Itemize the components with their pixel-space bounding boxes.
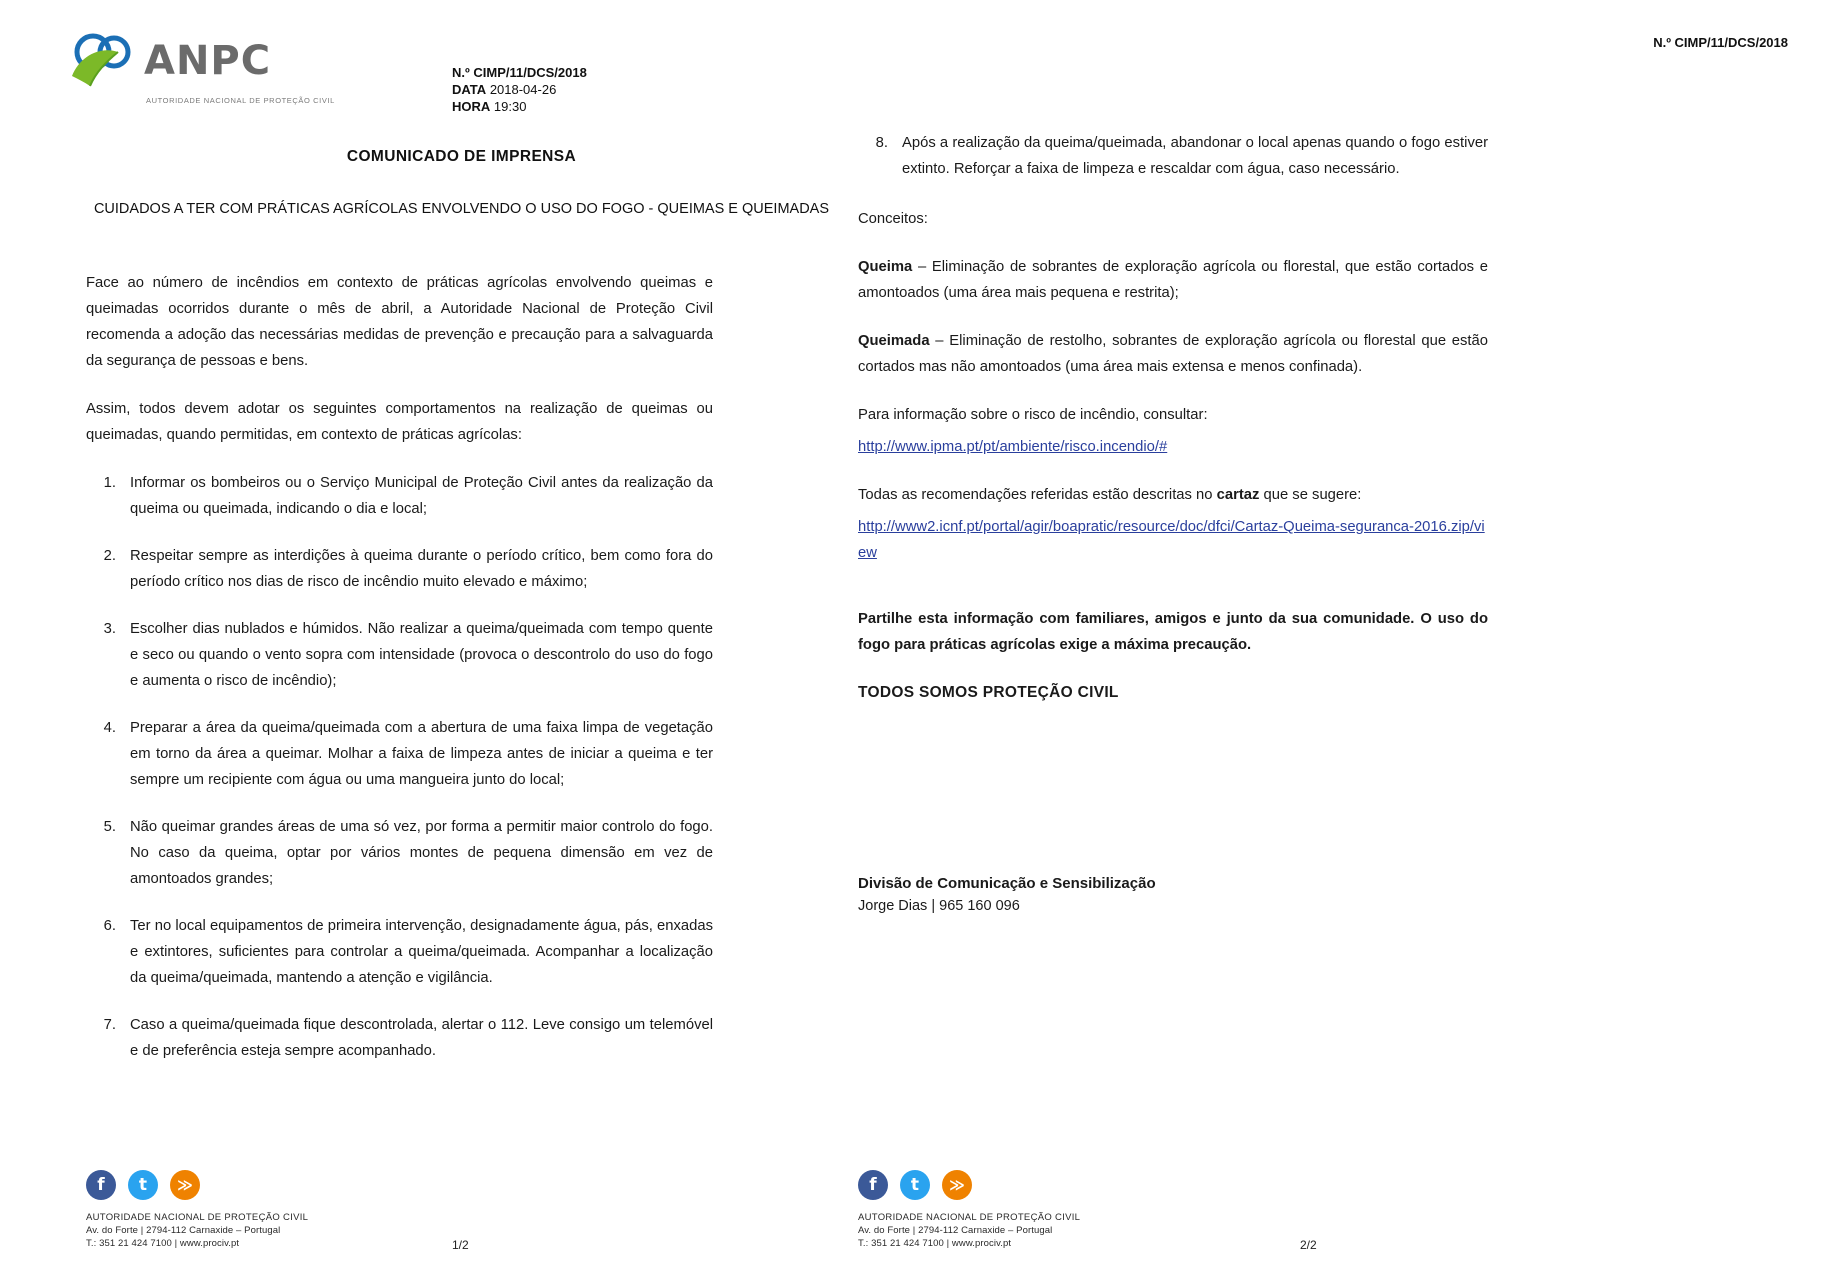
page-number-right: 2/2 — [1300, 1238, 1317, 1252]
list-item — [86, 913, 713, 991]
list-item-number: 3. — [103, 621, 116, 637]
footer-contacts: T.: 351 21 424 7100 | www.prociv.pt — [86, 1238, 240, 1249]
list-item-text: Caso a queima/queimada fique descontrolada, alertar o 112. Leve consigo um telemóvel e de preferência esteja sempre acompanhado. — [130, 1017, 713, 1059]
concepts-heading: Conceitos: — [858, 211, 928, 227]
facebook-icon[interactable]: f — [86, 1170, 116, 1200]
concept-queima-definition: – Eliminação de sobrantes de exploração agrícola ou florestal, que estão cortados e amontoados (uma área mais pequena e restrita); — [858, 259, 1488, 301]
concept-queima — [858, 254, 1488, 306]
social-links-left — [86, 1170, 200, 1200]
list-item-text: Não queimar grandes áreas de uma só vez, por forma a permitir maior controlo do fogo. No caso da queima, optar por vários montes de pequena dimensão em vez de amontoados grandes; — [130, 819, 713, 887]
recommendation-list — [86, 470, 713, 1064]
share-note: Partilhe esta informação com familiares, amigos e junto da sua comunidade. O uso do fogo para práticas agrícolas exige a máxima precaução. — [858, 611, 1488, 653]
page-title: COMUNICADO DE IMPRENSA — [346, 148, 577, 165]
footer-right — [858, 1142, 1558, 1272]
list-item — [86, 814, 713, 892]
list-item-text: Preparar a área da queima/queimada com a abertura de uma faixa limpa de vegetação em torno da área a queimar. Molhar a faixa de limpeza antes de iniciar a queima e ter sempre um recipiente com água ou uma mangueira junto do local; — [130, 720, 713, 788]
reference-number: N.º CIMP/11/DCS/2018 — [452, 65, 587, 80]
list-item-number: 2. — [103, 548, 116, 564]
footer-left — [86, 1142, 786, 1272]
logo-subtitle: AUTORIDADE NACIONAL DE PROTEÇÃO CIVIL — [146, 96, 335, 105]
body-column-right — [858, 130, 1488, 728]
concept-queimada-term: Queimada — [858, 333, 930, 349]
list-item-number: 1. — [103, 475, 116, 491]
poster-info-intro — [858, 482, 1488, 508]
anpc-swirl-logo-icon — [66, 32, 140, 94]
poster-intro-text-a: Todas as recomendações referidas estão descritas no — [858, 487, 1217, 503]
rss-icon[interactable]: ≫ — [170, 1170, 200, 1200]
list-item — [86, 715, 713, 793]
ipma-risk-link[interactable]: http://www.ipma.pt/pt/ambiente/risco.incendio/# — [858, 439, 1168, 455]
time-label: HORA — [452, 99, 491, 114]
date-label: DATA — [452, 82, 487, 97]
footer-org: AUTORIDADE NACIONAL DE PROTEÇÃO CIVIL — [86, 1212, 309, 1223]
list-item — [86, 543, 713, 595]
poster-intro-bold: cartaz — [1216, 487, 1260, 503]
icnf-poster-link[interactable]: http://www2.icnf.pt/portal/agir/boapratic/resource/doc/dfci/Cartaz-Queima-seguranca-2016.zip/view — [858, 519, 1485, 561]
signature-division: Divisão de Comunicação e Sensibilização — [858, 875, 1156, 892]
body-column-left — [86, 270, 713, 1085]
intro-paragraph-2: Assim, todos devem adotar os seguintes comportamentos na realização de queimas ou queimadas, quando permitidas, em contexto de práticas agrícolas: — [86, 401, 713, 443]
list-item — [86, 470, 713, 522]
anpc-logo — [58, 32, 335, 120]
twitter-icon[interactable]: t — [900, 1170, 930, 1200]
facebook-icon[interactable]: f — [858, 1170, 888, 1200]
list-item-number: 8. — [875, 135, 888, 151]
concept-queima-term: Queima — [858, 259, 913, 275]
header-reference-right: N.º CIMP/11/DCS/2018 — [1653, 35, 1788, 50]
signature-contact: Jorge Dias | 965 160 096 — [858, 898, 1020, 914]
footer-street: Av. do Forte | 2794-112 Carnaxide – Portugal — [858, 1225, 1053, 1236]
twitter-icon[interactable]: t — [128, 1170, 158, 1200]
list-item-text: Respeitar sempre as interdições à queima durante o período crítico, bem como fora do período crítico nos dias de risco de incêndio muito elevado e máximo; — [130, 548, 713, 590]
list-item — [86, 1012, 713, 1064]
list-item-number: 4. — [103, 720, 116, 736]
list-item — [86, 616, 713, 694]
list-item — [858, 130, 1488, 182]
intro-paragraph-1: Face ao número de incêndios em contexto de práticas agrícolas envolvendo queimas e queimadas ocorridos durante o mês de abril, a Autoridade Nacional de Proteção Civil recomenda a adoção das necessárias medidas de prevenção e precaução para a salvaguarda da segurança de pessoas e bens. — [86, 275, 713, 369]
signature-block — [858, 872, 1156, 918]
date-value: 2018-04-26 — [489, 82, 557, 97]
reference-block — [452, 64, 587, 115]
social-links-right — [858, 1170, 972, 1200]
footer-contacts: T.: 351 21 424 7100 | www.prociv.pt — [858, 1238, 1012, 1249]
list-item-number: 7. — [103, 1017, 116, 1033]
time-value: 19:30 — [493, 99, 527, 114]
page-subtitle: CUIDADOS A TER COM PRÁTICAS AGRÍCOLAS ENVOLVENDO O USO DO FOGO - QUEIMAS E QUEIMADAS — [93, 201, 830, 217]
footer-street: Av. do Forte | 2794-112 Carnaxide – Portugal — [86, 1225, 281, 1236]
rss-icon[interactable]: ≫ — [942, 1170, 972, 1200]
footer-org: AUTORIDADE NACIONAL DE PROTEÇÃO CIVIL — [858, 1212, 1081, 1223]
concept-queimada-definition: – Eliminação de restolho, sobrantes de exploração agrícola ou florestal que estão cortados mas não amontoados (uma área mais extensa e menos confinada). — [858, 333, 1488, 375]
list-item-number: 6. — [103, 918, 116, 934]
logo-wordmark: ANPC — [144, 38, 272, 84]
list-item-text: Informar os bombeiros ou o Serviço Municipal de Proteção Civil antes da realização da queima ou queimada, indicando o dia e local; — [130, 475, 713, 517]
concept-queimada — [858, 328, 1488, 380]
slogan: TODOS SOMOS PROTEÇÃO CIVIL — [858, 684, 1119, 701]
list-item-text: Escolher dias nublados e húmidos. Não realizar a queima/queimada com tempo quente e seco ou quando o vento sopra com intensidade (provoca o descontrolo do uso do fogo e aumenta o risco de incêndio); — [130, 621, 713, 689]
page-number-left: 1/2 — [452, 1238, 469, 1252]
list-item-text: Após a realização da queima/queimada, abandonar o local apenas quando o fogo estiver extinto. Reforçar a faixa de limpeza e rescaldar com água, caso necessário. — [902, 135, 1488, 177]
poster-intro-text-b: que se sugere: — [1259, 487, 1362, 503]
footer-address-right — [858, 1211, 1080, 1250]
list-item-text: Ter no local equipamentos de primeira intervenção, designadamente água, pás, enxadas e extintores, suficientes para controlar a queima/queimada. Acompanhar a localização da queima/queimada, mantendo a atenção e vigilância. — [130, 918, 713, 986]
risk-info-intro: Para informação sobre o risco de incêndio, consultar: — [858, 407, 1208, 423]
footer-address-left — [86, 1211, 308, 1250]
list-item-number: 5. — [103, 819, 116, 835]
